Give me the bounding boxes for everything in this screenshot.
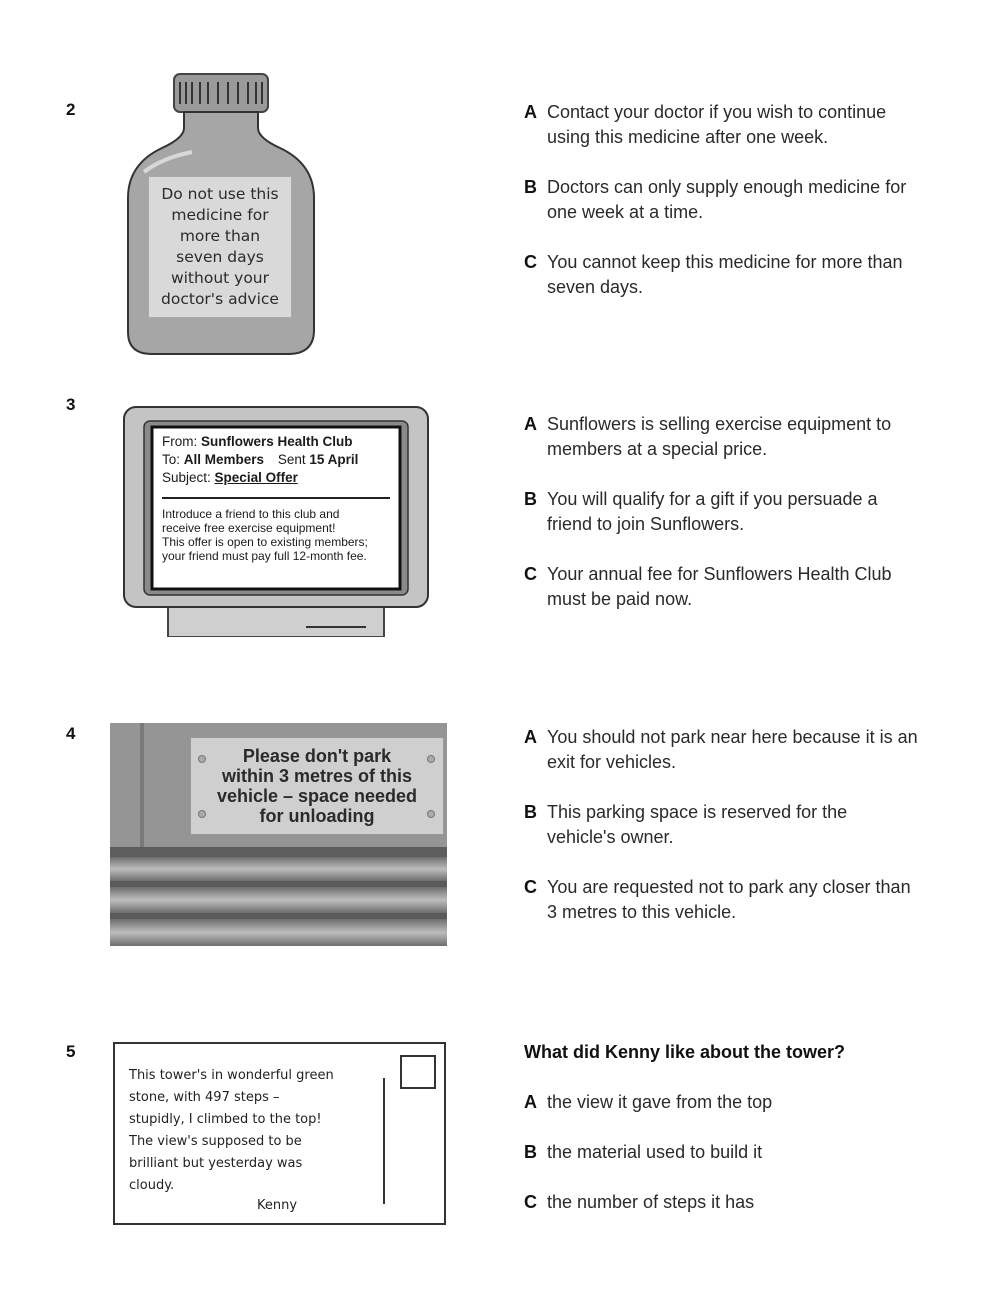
option-letter: B bbox=[524, 802, 537, 822]
option-text: Your annual fee for Sunflowers Health Club must be paid now. bbox=[547, 564, 892, 609]
option-c[interactable] bbox=[524, 250, 919, 300]
question-number-4: 4 bbox=[66, 724, 76, 743]
option-letter: C bbox=[524, 877, 537, 897]
question-5-options bbox=[524, 1040, 919, 1215]
email-body-line: receive free exercise equipment! bbox=[162, 521, 336, 535]
option-letter: B bbox=[524, 177, 537, 197]
option-letter: C bbox=[524, 252, 537, 272]
option-text: This parking space is reserved for the vehicle's owner. bbox=[547, 802, 848, 847]
sent-label: Sent bbox=[277, 452, 306, 467]
screw-icon bbox=[427, 755, 435, 763]
option-letter: A bbox=[524, 727, 537, 747]
question-3-options bbox=[524, 412, 919, 612]
option-text: You cannot keep this medicine for more than seven days. bbox=[547, 252, 903, 297]
vehicle-sign-photo bbox=[110, 723, 447, 946]
question-4-options bbox=[524, 725, 919, 925]
subject-label: Subject: bbox=[162, 470, 211, 485]
option-letter: C bbox=[524, 564, 537, 584]
option-letter: A bbox=[524, 1092, 537, 1112]
question-text: What did Kenny like about the tower? bbox=[524, 1042, 846, 1062]
option-text: Contact your doctor if you wish to continue using this medicine after one week. bbox=[547, 102, 887, 147]
option-a[interactable] bbox=[524, 725, 919, 775]
option-letter: A bbox=[524, 414, 537, 434]
option-a[interactable] bbox=[524, 100, 919, 150]
no-parking-plate bbox=[190, 737, 444, 835]
option-text: the material used to build it bbox=[547, 1142, 763, 1162]
question-number-3: 3 bbox=[66, 395, 76, 414]
computer-monitor-image bbox=[122, 405, 430, 637]
email-body-line: Introduce a friend to this club and bbox=[162, 507, 340, 521]
question-number-2: 2 bbox=[66, 100, 76, 119]
option-c[interactable] bbox=[524, 875, 919, 925]
option-text: the number of steps it has bbox=[547, 1192, 755, 1212]
option-letter: B bbox=[524, 1142, 537, 1162]
medicine-bottle-image bbox=[122, 72, 318, 358]
option-text: Doctors can only supply enough medicine for one week at a time. bbox=[547, 177, 907, 222]
sent-value: 15 April bbox=[309, 452, 359, 467]
option-text: Sunflowers is selling exercise equipment to members at a special price. bbox=[547, 414, 892, 459]
postcard-image bbox=[113, 1042, 446, 1225]
postcard-message: This tower's in wonderful green stone, with 497 steps – stupidly, I climbed to the top! The view's supposed to be brilliant but yesterday was cloudy. bbox=[129, 1068, 334, 1193]
option-c[interactable] bbox=[524, 562, 919, 612]
option-letter: A bbox=[524, 102, 537, 122]
medicine-label-text: Do not use this medicine for more than seven days without your doctor's advice bbox=[161, 185, 279, 308]
option-text: You are requested not to park any closer than 3 metres to this vehicle. bbox=[547, 877, 911, 922]
sign-text: Please don't park within 3 metres of this vehicle – space needed for unloading bbox=[216, 746, 418, 826]
postcard-divider bbox=[383, 1078, 385, 1204]
to-label: To: bbox=[162, 452, 181, 467]
option-c[interactable] bbox=[524, 1190, 919, 1215]
email-body-line: your friend must pay full 12-month fee. bbox=[162, 549, 367, 563]
email-body bbox=[162, 507, 390, 563]
email-screen bbox=[162, 433, 390, 595]
option-letter: C bbox=[524, 1192, 537, 1212]
screw-icon bbox=[198, 810, 206, 818]
from-label: From: bbox=[162, 434, 198, 449]
screw-icon bbox=[427, 810, 435, 818]
subject-value: Special Offer bbox=[214, 470, 298, 485]
question-2-options bbox=[524, 100, 919, 300]
option-b[interactable] bbox=[524, 487, 919, 537]
stamp-box-icon bbox=[400, 1055, 436, 1089]
option-letter: B bbox=[524, 489, 537, 509]
option-text: the view it gave from the top bbox=[547, 1092, 773, 1112]
option-a[interactable] bbox=[524, 1090, 919, 1115]
option-text: You should not park near here because it is an exit for vehicles. bbox=[547, 727, 918, 772]
option-a[interactable] bbox=[524, 412, 919, 462]
option-b[interactable] bbox=[524, 800, 919, 850]
from-value: Sunflowers Health Club bbox=[201, 434, 353, 449]
email-subject-line bbox=[162, 469, 390, 487]
email-from-line bbox=[162, 433, 390, 451]
option-b[interactable] bbox=[524, 1140, 919, 1165]
option-text: You will qualify for a gift if you persuade a friend to join Sunflowers. bbox=[547, 489, 878, 534]
to-value: All Members bbox=[183, 452, 265, 467]
email-divider bbox=[162, 497, 390, 499]
postcard-signature: Kenny bbox=[257, 1198, 298, 1213]
email-body-line: This offer is open to existing members; bbox=[162, 535, 368, 549]
screw-icon bbox=[198, 755, 206, 763]
option-b[interactable] bbox=[524, 175, 919, 225]
question-number-5: 5 bbox=[66, 1042, 76, 1061]
email-to-line bbox=[162, 451, 390, 469]
medicine-label bbox=[148, 176, 292, 318]
